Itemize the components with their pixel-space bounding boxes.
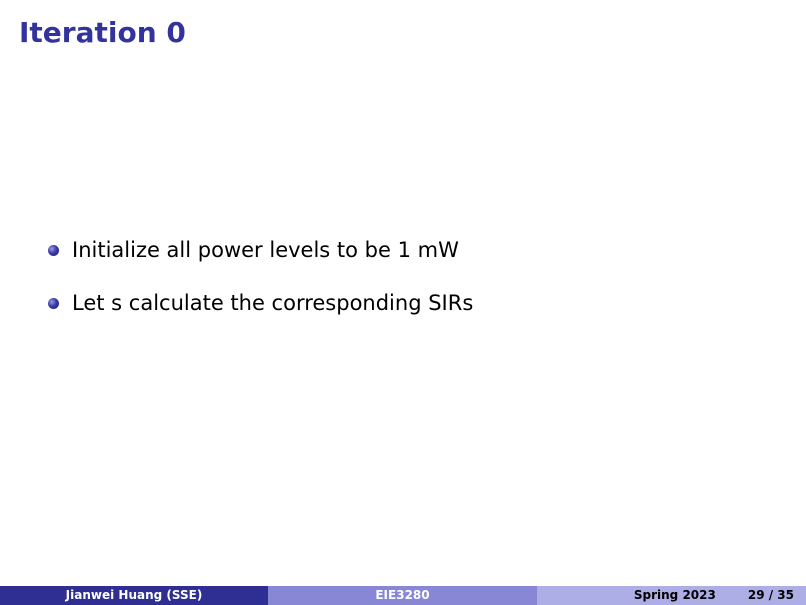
footer-right — [537, 586, 806, 605]
bullet-text: Initialize all power levels to be 1 mW — [72, 238, 459, 262]
bullet-list — [48, 236, 473, 342]
bullet-item — [48, 236, 473, 264]
footer-date: Spring 2023 — [633, 588, 716, 602]
footer-course: EIE3280 — [268, 586, 537, 605]
bullet-item — [48, 289, 473, 317]
bullet-text: Let s calculate the corresponding SIRs — [72, 291, 474, 315]
footer-author: Jianwei Huang (SSE) — [0, 586, 268, 605]
bullet-icon — [48, 245, 59, 256]
frame-title: Iteration 0 — [19, 16, 186, 49]
footer-page-number: 29 / 35 — [747, 588, 794, 602]
bullet-icon — [48, 298, 59, 309]
footline — [0, 586, 806, 605]
